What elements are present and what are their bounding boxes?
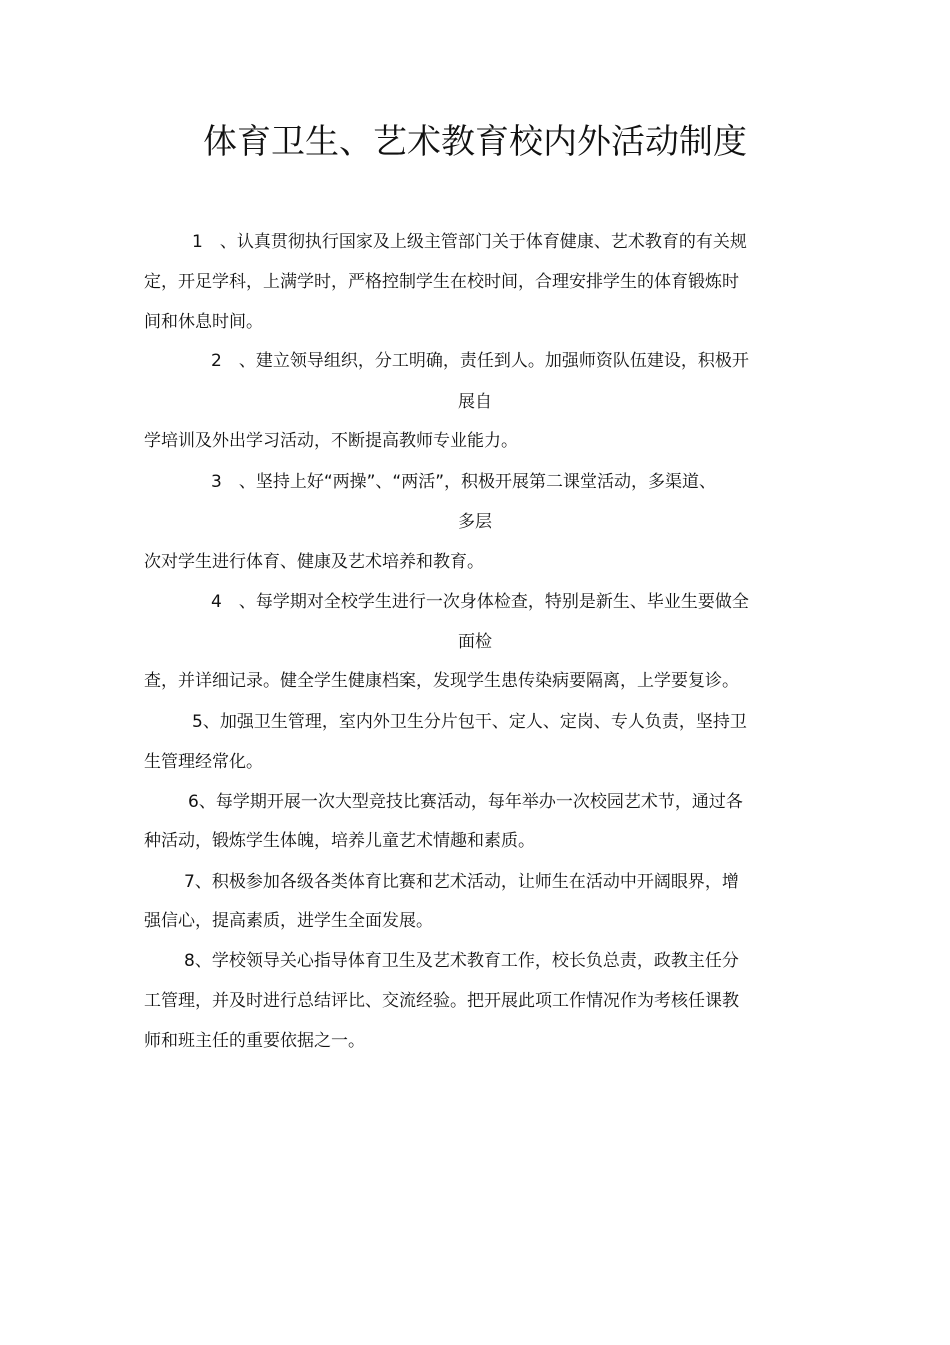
item-7-line-2: 强信心，提高素质，进学生全面发展。 bbox=[144, 911, 433, 931]
item-5-line-1: 5、加强卫生管理，室内外卫生分片包干、定人、定岗、专人负责，坚持卫 bbox=[192, 712, 747, 732]
item-5-line-2: 生管理经常化。 bbox=[144, 752, 263, 772]
item-8-line-3: 师和班主任的重要依据之一。 bbox=[144, 1031, 365, 1051]
item-3-line-3: 次对学生进行体育、健康及艺术培养和教育。 bbox=[144, 552, 484, 572]
item-6-line-2: 种活动，锻炼学生体魄，培养儿童艺术情趣和素质。 bbox=[144, 831, 535, 851]
item-4-line-3: 查，并详细记录。健全学生健康档案，发现学生患传染病要隔离，上学要复诊。 bbox=[144, 671, 739, 691]
item-7-line-1: 7、积极参加各级各类体育比赛和艺术活动，让师生在活动中开阔眼界，增 bbox=[184, 872, 739, 892]
item-4-line-2: 面检 bbox=[458, 632, 492, 652]
item-3-line-1: 3 、坚持上好“两操”、“两活”，积极开展第二课堂活动，多渠道、 bbox=[211, 472, 717, 492]
item-1-line-3: 间和休息时间。 bbox=[144, 312, 263, 332]
item-1-line-1: 1 、认真贯彻执行国家及上级主管部门关于体育健康、艺术教育的有关规 bbox=[192, 232, 747, 252]
item-1-line-2: 定，开足学科，上满学时，严格控制学生在校时间，合理安排学生的体育锻炼时 bbox=[144, 272, 739, 292]
item-4-line-1: 4 、每学期对全校学生进行一次身体检查，特别是新生、毕业生要做全 bbox=[211, 592, 749, 612]
item-3-line-2: 多层 bbox=[458, 512, 492, 532]
item-8-line-1: 8、学校领导关心指导体育卫生及艺术教育工作，校长负总责，政教主任分 bbox=[184, 951, 739, 971]
item-6-line-1: 6、每学期开展一次大型竞技比赛活动，每年举办一次校园艺术节，通过各 bbox=[188, 792, 743, 812]
item-2-line-2: 展自 bbox=[458, 392, 492, 412]
item-8-line-2: 工管理，并及时进行总结评比、交流经验。把开展此项工作情况作为考核任课教 bbox=[144, 991, 739, 1011]
item-2-line-3: 学培训及外出学习活动，不断提高教师专业能力。 bbox=[144, 431, 518, 451]
item-2-line-1: 2 、建立领导组织，分工明确，责任到人。加强师资队伍建设，积极开 bbox=[211, 351, 749, 371]
document-title: 体育卫生、艺术教育校内外活动制度 bbox=[203, 122, 747, 162]
